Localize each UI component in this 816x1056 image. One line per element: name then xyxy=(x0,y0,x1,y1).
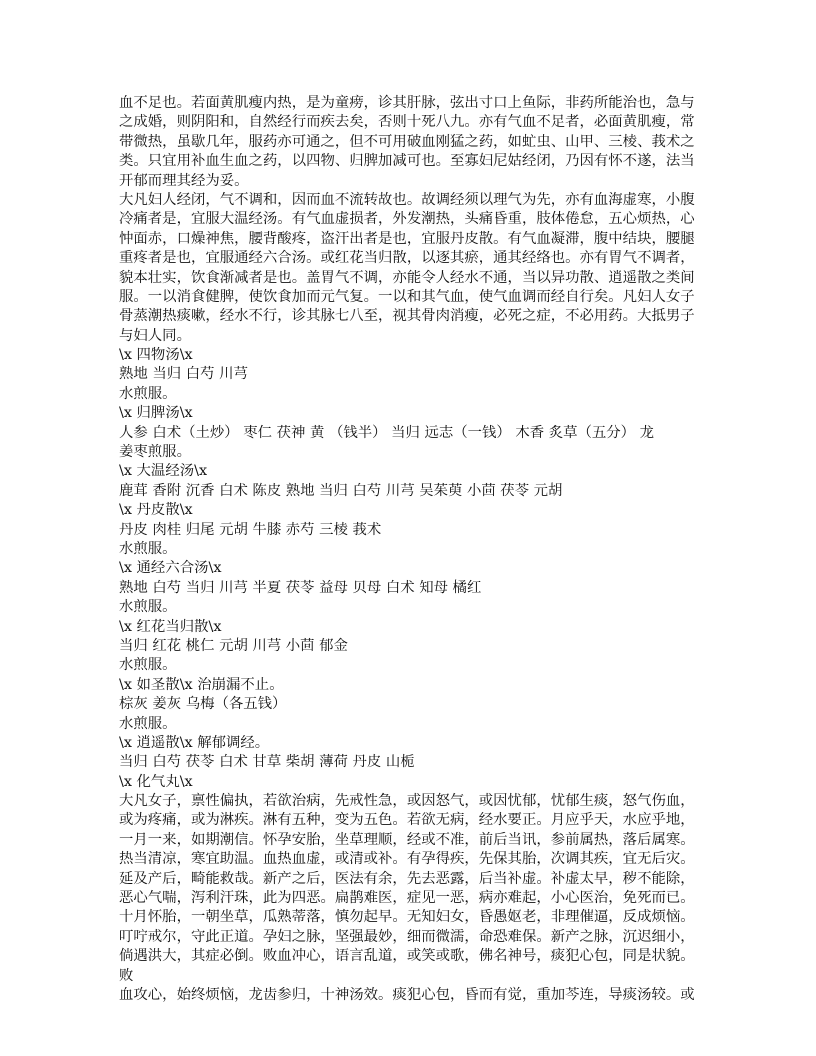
text-line: 延及产后，畸能救哉。新产之后，医法有余，先去恶露，后当补虚。补虚太早，秽不能除， xyxy=(119,870,695,887)
text-line: 水煎服。 xyxy=(119,385,177,402)
text-line: 姜枣煎服。 xyxy=(119,444,191,461)
text-line: 十月怀胎，一朝坐草，瓜熟蒂落，慎勿起早。无知妇女，昏愚妪老，非理催逼，反成烦恼。 xyxy=(119,909,695,926)
recipe-heading: \x 丹皮散\x xyxy=(119,502,193,519)
recipe-heading: \x 四物汤\x xyxy=(119,347,193,364)
text-line: 当归 白芍 茯苓 白术 甘草 柴胡 薄荷 丹皮 山栀 xyxy=(119,754,415,771)
text-line: 开郁而理其经为妥。 xyxy=(119,172,249,189)
text-line: 水煎服。 xyxy=(119,715,177,732)
text-line: 人参 白术（土炒） 枣仁 茯神 黄 （钱半） 当归 远志（一钱） 木香 炙草（五分） 龙 xyxy=(119,424,655,441)
text-line: 带微热，虽歇几年，服药亦可通之，但不可用破血刚猛之药，如虻虫、山甲、三棱、莪术之 xyxy=(119,133,695,150)
text-line: 一月一来，如期潮信。怀孕安胎，坐草理顺，经或不准，前后当讯，参前属热，落后属寒。 xyxy=(119,831,695,848)
recipe-heading: \x 逍遥散\x 解郁调经。 xyxy=(119,734,270,751)
text-line: 血不足也。若面黄肌瘦内热，是为童痨，诊其肝脉，弦出寸口上鱼际，非药所能治也，急与 xyxy=(119,95,695,111)
text-line: 败 xyxy=(119,967,134,984)
recipe-heading: \x 通经六合汤\x xyxy=(119,560,222,577)
text-line: 大凡女子，禀性偏执，若欲治病，先戒性急，或因怒气，或因忧郁，忧郁生痰，怒气伤血， xyxy=(119,793,695,810)
text-line: 丹皮 肉桂 归尾 元胡 牛膝 赤芍 三棱 莪术 xyxy=(119,521,382,538)
text-line: 恶心气喘，泻利汗珠，此为四恶。扁鹊难医，症见一恶，病亦难起，小心医治，免死而已。 xyxy=(119,890,695,907)
text-line: 骨蒸潮热痰嗽，经水不行，诊其脉七八至，视其骨肉消瘦，必死之症，不必用药。大抵男子 xyxy=(119,308,695,325)
text-line: 棕灰 姜灰 乌梅（各五钱） xyxy=(119,696,287,713)
text-line: 水煎服。 xyxy=(119,657,177,674)
text-line: 鹿茸 香附 沉香 白术 陈皮 熟地 当归 白芍 川芎 吴茱萸 小茴 茯苓 元胡 xyxy=(119,482,563,499)
text-line: 服。一以消食健脾，使饮食加而元气复。一以和其气血，使气血调而经自行矣。凡妇人女子 xyxy=(119,288,695,305)
document-page xyxy=(119,94,719,1005)
recipe-heading: \x 如圣散\x 治崩漏不止。 xyxy=(119,676,284,693)
text-line: 当归 红花 桃仁 元胡 川芎 小茴 郁金 xyxy=(119,637,348,654)
text-line: 熟地 白芍 当归 川芎 半夏 茯苓 益母 贝母 白术 知母 橘红 xyxy=(119,579,482,596)
text-line: 水煎服。 xyxy=(119,599,177,616)
text-line: 之成婚，则阴阳和，自然经行而疾去矣，否则十死八九。亦有气血不足者，必面黄肌瘦，常 xyxy=(119,114,695,131)
recipe-heading: \x 化气丸\x xyxy=(119,773,193,790)
text-line: 水煎服。 xyxy=(119,540,177,557)
text-line: 倘遇洪大，其症必倒。败血冲心，语言乱道，或笑或歌，佛名神号，痰犯心包，同是状貌。 xyxy=(119,948,695,965)
text-line: 热当清凉，寒宜助温。血热血虚，或清或补。有孕得疾，先保其胎，次调其疾，宜无后灾。 xyxy=(119,851,695,868)
text-line: 或为疼痛，或为淋疾。淋有五种，变为五色。若欲无病，经水要正。月应乎天，水应乎地， xyxy=(119,812,695,829)
text-line: 貌本壮实，饮食渐减者是也。盖胃气不调，亦能令人经水不通，当以异功散、逍遥散之类间 xyxy=(119,269,695,286)
text-line: 重疼者是也，宜服通经六合汤。或红花当归散，以逐其瘀，通其经络也。亦有胃气不调者， xyxy=(119,250,695,267)
text-line: 忡面赤，口燥神焦，腰背酸疼，盗汗出者是也，宜服丹皮散。有气血凝滞，腹中结块，腰腿 xyxy=(119,230,695,247)
text-line: 熟地 当归 白芍 川芎 xyxy=(119,366,248,383)
text-line: 叮咛戒尔，守此正道。孕妇之脉，坚强最妙，细而微濡，命恐难保。新产之脉，沉迟细小， xyxy=(119,928,695,945)
text-line: 大凡妇人经闭，气不调和，因而血不流转故也。故调经须以理气为先，亦有血海虚寒，小腹 xyxy=(119,191,695,208)
text-line: 血攻心，始终烦恼，龙齿参归，十神汤效。痰犯心包，昏而有觉，重加芩连，导痰汤较。或 xyxy=(119,986,695,1003)
recipe-heading: \x 大温经汤\x xyxy=(119,463,208,480)
text-line: 与妇人同。 xyxy=(119,327,191,344)
recipe-heading: \x 归脾汤\x xyxy=(119,405,193,422)
text-line: 类。只宜用补血生血之药，以四物、归脾加减可也。至寡妇尼姑经闭，乃因有怀不遂，法当 xyxy=(119,153,695,170)
text-line: 冷痛者是，宜服大温经汤。有气血虚损者，外发潮热，头痛昏重，肢体倦怠，五心烦热，心 xyxy=(119,211,695,228)
recipe-heading: \x 红花当归散\x xyxy=(119,618,222,635)
